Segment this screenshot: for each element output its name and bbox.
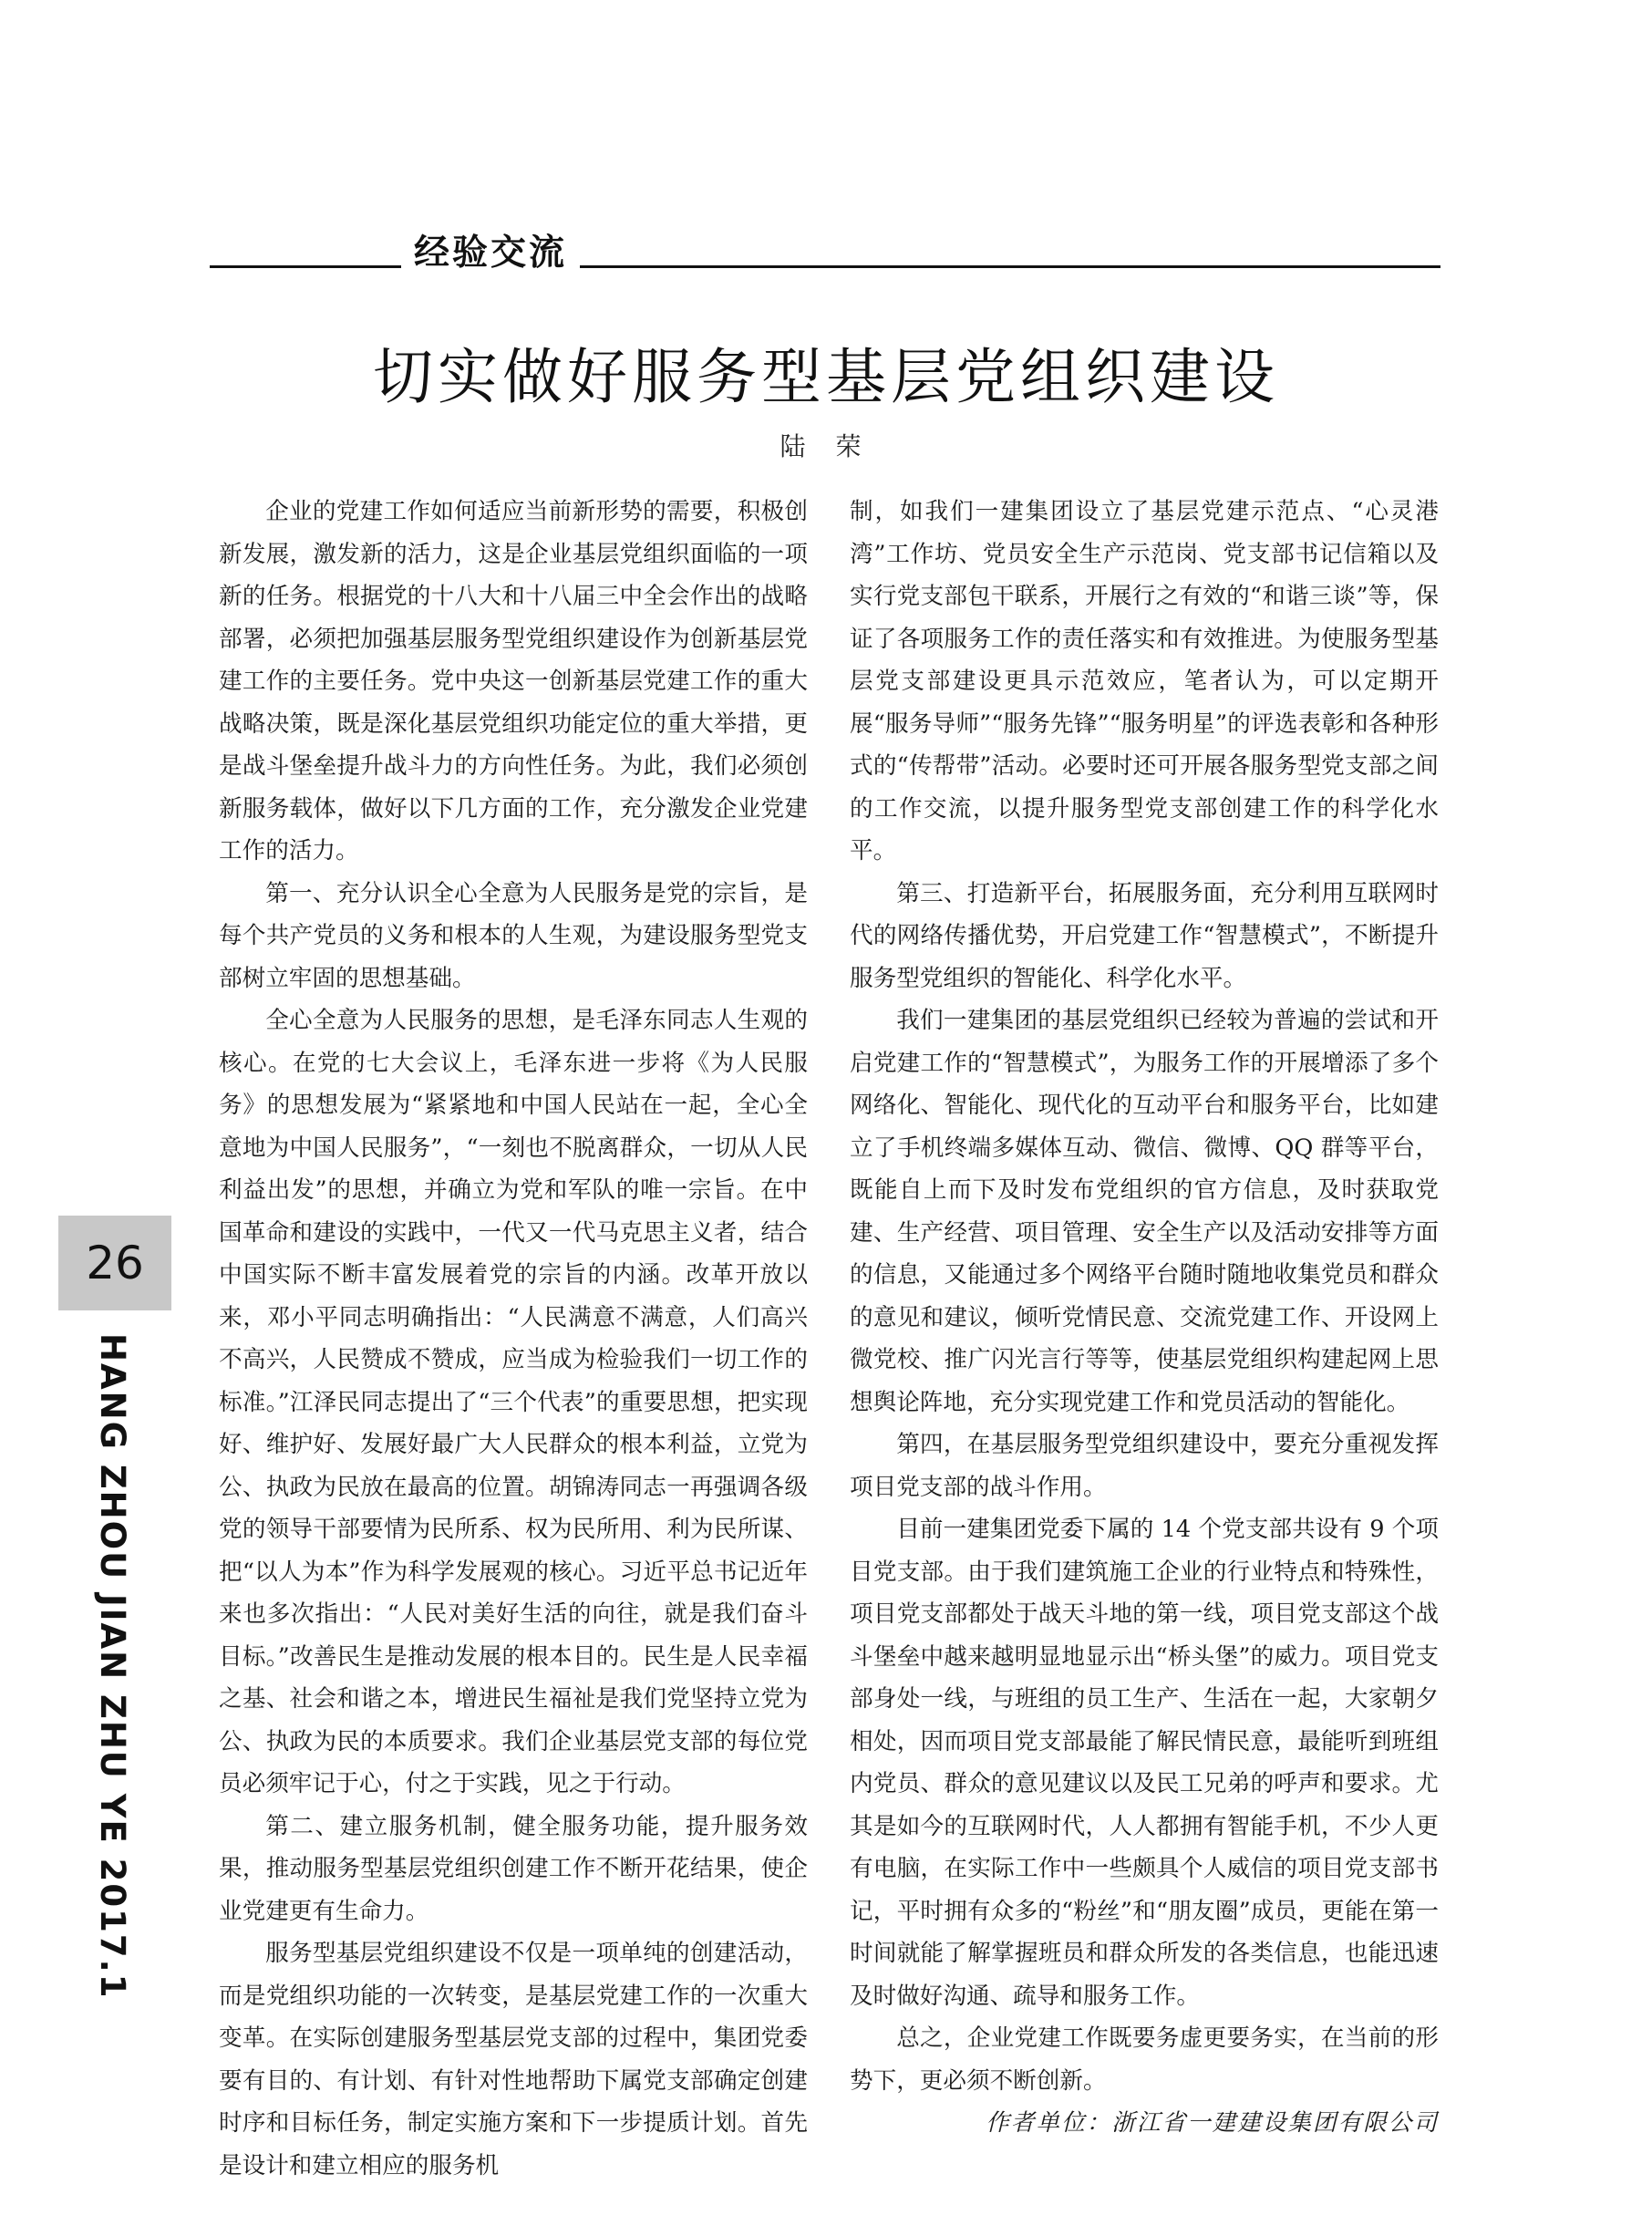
paragraph: 目前一建集团党委下属的 14 个党支部共设有 9 个项目党支部。由于我们建筑施工企业的行业特点和特殊性，项目党支部都处于战天斗地的第一线，项目党支部这个战斗堡垒中越来越明显地显示出“桥头堡”的威力。项目党支部身处一线，与班组的员工生产、生活在一起，大家朝夕相处，因而项目党支部最能了解民情民意，最能听到班组内党员、群众的意见建议以及民工兄弟的呼声和要求。尤其是如今的互联网时代，人人都拥有智能手机，不少人更有电脑，在实际工作中一些颇具个人威信的项目党支部书记，平时拥有众多的“粉丝”和“朋友圈”成员，更能在第一时间就能了解掌握班员和群众所发的各类信息，也能迅速及时做好沟通、疏导和服务工作。 <box>850 1516 1439 2010</box>
page-number: 26 <box>58 1216 171 1310</box>
paragraph: 第三、打造新平台，拓展服务面，充分利用互联网时代的网络传播优势，开启党建工作“智慧模式”，不断提升服务型党组织的智能化、科学化水平。 <box>850 879 1439 992</box>
paragraph: 服务型基层党组织建设不仅是一项单纯的创建活动，而是党组织功能的一次转变，是基层党建工作的一次重大变革。在实际创建服务型基层党支部的过程中，集团党委要有目的、有计划、有针对性地帮助下属党支部确定创建时序和目标任务，制定实施方案和下一步提质计划。首先是设计和建立相应的服务机 <box>219 1940 808 2179</box>
paragraph: 总之，企业党建工作既要务虚更要务实，在当前的形势下，更必须不断创新。 <box>850 2024 1439 2095</box>
paragraph: 企业的党建工作如何适应当前新形势的需要，积极创新发展，激发新的活力，这是企业基层党组织面临的一项新的任务。根据党的十八大和十八届三中全会作出的战略部署，必须把加强基层服务型党组织建设作为创新基层党建工作的主要任务。党中央这一创新基层党建工作的重大战略决策，既是深化基层党组织功能定位的重大举措，更是战斗堡垒提升战斗力的方向性任务。为此，我们必须创新服务载体，做好以下几方面的工作，充分激发企业党建工作的活力。 <box>219 498 808 865</box>
journal-issue-text: HANG ZHOU JIAN ZHU YE 2017.1 <box>93 1333 132 2000</box>
paragraph: 全心全意为人民服务的思想，是毛泽东同志人生观的核心。在党的七大会议上，毛泽东进一步将《为人民服务》的思想发展为“紧紧地和中国人民站在一起，全心全意地为中国人民服务”，“一刻也不脱离群众，一切从人民利益出发”的思想，并确立为党和军队的唯一宗旨。在中国革命和建设的实践中，一代又一代马克思主义者，结合中国实际不断丰富发展着党的宗旨的内涵。改革开放以来，邓小平同志明确指出：“人民满意不满意，人们高兴不高兴，人民赞成不赞成，应当成为检验我们一切工作的标准。”江泽民同志提出了“三个代表”的重要思想，把实现好、维护好、发展好最广大人民群众的根本利益，立党为公、执政为民放在最高的位置。胡锦涛同志一再强调各级党的领导干部要情为民所系、权为民所用、利为民所谋、把“以人为本”作为科学发展观的核心。习近平总书记近年来也多次指出：“人民对美好生活的向往，就是我们奋斗目标。”改善民生是推动发展的根本目的。民生是人民幸福之基、社会和谐之本，增进民生福祉是我们党坚持立党为公、执政为民的本质要求。我们企业基层党支部的每位党员必须牢记于心，付之于实践，见之于行动。 <box>219 1007 808 1797</box>
journal-side-label <box>93 1333 137 2000</box>
article-title: 切实做好服务型基层党组织建设 <box>373 342 1279 412</box>
paragraph: 第二、建立服务机制，健全服务功能，提升服务效果，推动服务型基层党组织创建工作不断开花结果，使企业党建更有生命力。 <box>219 1812 808 1925</box>
section-rule <box>210 265 1440 268</box>
section-header <box>210 208 1440 274</box>
section-title: 经验交流 <box>401 224 580 275</box>
paragraph: 我们一建集团的基层党组织已经较为普遍的尝试和开启党建工作的“智慧模式”，为服务工作的开展增添了多个网络化、智能化、现代化的互动平台和服务平台，比如建立了手机终端多媒体互动、微信、微博、QQ 群等平台，既能自上而下及时发布党组织的官方信息，及时获取党建、生产经营、项目管理、安全生产以及活动安排等方面的信息，又能通过多个网络平台随时随地收集党员和群众的意见和建议，倾听党情民意、交流党建工作、开设网上微党校、推广闪光言行等等，使基层党组织构建起网上思想舆论阵地，充分实现党建工作和党员活动的智能化。 <box>850 1007 1439 1416</box>
right-column <box>850 491 1439 2145</box>
paragraph: 第四，在基层服务型党组织建设中，要充分重视发挥项目党支部的战斗作用。 <box>850 1431 1439 1501</box>
author-affiliation: 作者单位：浙江省一建建设集团有限公司 <box>986 2109 1439 2137</box>
left-column <box>219 491 808 2187</box>
paragraph-continuation: 制，如我们一建集团设立了基层党建示范点、“心灵港湾”工作坊、党员安全生产示范岗、党支部书记信箱以及实行党支部包干联系，开展行之有效的“和谐三谈”等，保证了各项服务工作的责任落实和有效推进。为使服务型基层党支部建设更具示范效应，笔者认为，可以定期开展“服务导师”“服务先锋”“服务明星”的评选表彰和各种形式的“传帮带”活动。必要时还可开展各服务型党支部之间的工作交流，以提升服务型党支部创建工作的科学化水平。 <box>850 498 1439 865</box>
article-author: 陆 荣 <box>780 431 872 461</box>
paragraph: 第一、充分认识全心全意为人民服务是党的宗旨，是每个共产党员的义务和根本的人生观，为建设服务型党支部树立牢固的思想基础。 <box>219 879 808 992</box>
